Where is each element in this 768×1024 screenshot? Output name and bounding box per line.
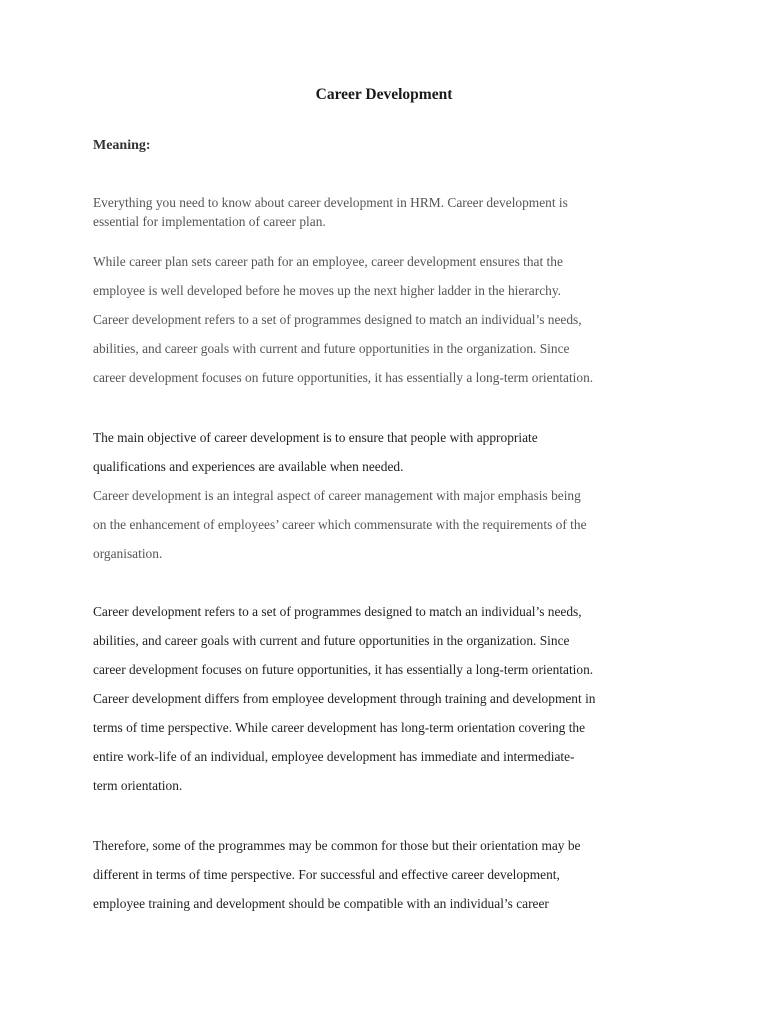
paragraph-objective (93, 423, 693, 568)
paragraph-line: career development focuses on future opportunities, it has essentially a long-term orientation. (93, 662, 594, 677)
paragraph-line: The main objective of career development is to ensure that people with appropriate (93, 430, 538, 445)
paragraph-line: different in terms of time perspective. For successful and effective career development, (93, 867, 560, 882)
paragraph-line: essential for implementation of career plan. (93, 214, 326, 229)
paragraph-line: Career development refers to a set of programmes designed to match an individual’s needs, (93, 604, 582, 619)
paragraph-career-plan (93, 247, 693, 392)
paragraph-line: Therefore, some of the programmes may be common for those but their orientation may be (93, 838, 581, 853)
paragraph-line: organisation. (93, 546, 163, 561)
paragraph-intro (93, 193, 693, 231)
page-title: Career Development (315, 86, 453, 103)
paragraph-line: Career development differs from employee development through training and development in (93, 691, 596, 706)
paragraph-therefore (93, 831, 693, 918)
paragraph-line: abilities, and career goals with current and future opportunities in the organization. Since (93, 633, 570, 648)
paragraph-line: career development focuses on future opportunities, it has essentially a long-term orientation. (93, 370, 594, 385)
paragraph-line: on the enhancement of employees’ career which commensurate with the requirements of the (93, 517, 587, 532)
paragraph-line: employee is well developed before he moves up the next higher ladder in the hierarchy. (93, 283, 562, 298)
paragraph-line: qualifications and experiences are available when needed. (93, 459, 404, 474)
paragraph-line: Career development is an integral aspect of career management with major emphasis being (93, 488, 581, 503)
paragraph-programmes (93, 597, 693, 800)
paragraph-line: Everything you need to know about career development in HRM. Career development is (93, 195, 568, 210)
paragraph-line: entire work-life of an individual, employee development has immediate and intermediate- (93, 749, 575, 764)
paragraph-line: term orientation. (93, 778, 183, 793)
paragraph-line: Career development refers to a set of programmes designed to match an individual’s needs, (93, 312, 582, 327)
paragraph-line: abilities, and career goals with current and future opportunities in the organization. Since (93, 341, 570, 356)
paragraph-line: While career plan sets career path for an employee, career development ensures that the (93, 254, 563, 269)
paragraph-line: employee training and development should be compatible with an individual’s career (93, 896, 549, 911)
section-heading: Meaning: (93, 138, 151, 153)
paragraph-line: terms of time perspective. While career development has long-term orientation covering the (93, 720, 586, 735)
